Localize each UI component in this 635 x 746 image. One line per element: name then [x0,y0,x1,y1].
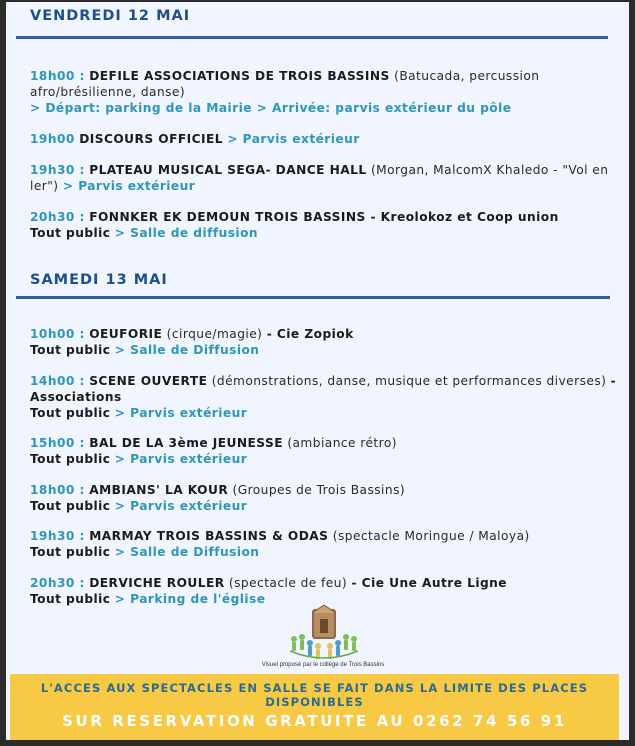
event-audience: Tout public [30,343,111,357]
event-time: 19h30 : [30,529,85,543]
event-name: FONNKER EK DEMOUN TROIS BASSINS - Kreolokoz et Coop union [89,210,559,224]
saturday-divider [16,296,610,299]
event-time: 19h30 : [30,163,85,177]
event-location: > Salle de Diffusion [114,545,260,559]
event-description: (cirque/magie) [166,327,263,341]
event-name: DEFILE ASSOCIATIONS DE TROIS BASSINS [89,69,390,83]
event-audience: Tout public [30,406,111,420]
event-saturday-5 [30,528,620,560]
event-time: 18h00 : [30,69,85,83]
event-time: 20h30 : [30,576,85,590]
event-audience: Tout public [30,499,111,513]
event-location: > Salle de diffusion [114,226,259,240]
saturday-title: SAMEDI 13 MAI [30,272,168,288]
event-location: > Départ: parking de la Mairie > Arrivée: parvis extérieur du pôle [30,101,512,115]
event-saturday-2 [30,373,620,421]
event-description: (spectacle de feu) [228,576,348,590]
event-description: (Morgan, MalcomX Khaledo - "Vol en ler") [30,163,609,193]
event-saturday-1 [30,326,620,358]
event-company: - Cie Zopiok [266,327,354,341]
event-location: > Parking de l'église [114,592,266,606]
event-location: > Parvis extérieur [62,179,196,193]
event-description: (Groupes de Trois Bassins) [232,483,406,497]
event-audience: Tout public [30,592,111,606]
event-description: (démonstrations, danse, musique et performances diverses) [211,374,607,388]
event-company: - Associations [30,374,617,404]
event-name: BAL DE LA 3ème JEUNESSE [89,436,283,450]
event-company: - Cie Une Autre Ligne [351,576,507,590]
info-banner [10,674,619,740]
event-saturday-6 [30,575,620,607]
event-name: DERVICHE ROULER [89,576,225,590]
event-audience: Tout public [30,226,111,240]
event-location: > Parvis extérieur [114,452,248,466]
event-time: 10h00 : [30,327,85,341]
event-time: 20h30 : [30,210,85,224]
event-name: PLATEAU MUSICAL SEGA- DANCE HALL [89,163,367,177]
event-name: AMBIANS' LA KOUR [89,483,229,497]
event-audience: Tout public [30,545,111,559]
friday-divider [16,36,608,39]
event-location: > Parvis extérieur [227,132,360,146]
event-name: MARMAY TROIS BASSINS & ODAS [89,529,329,543]
event-location: > Parvis extérieur [114,406,248,420]
visual-credit: Visuel proposé par le collège de Trois Bassins [261,662,385,668]
event-description: (Batucada, percussion afro/brésilienne, danse) [30,69,540,99]
friday-title: VENDREDI 12 MAI [30,8,191,24]
event-location: > Parvis extérieur [114,499,248,513]
event-description: (spectacle Moringue / Maloya) [332,529,530,543]
event-saturday-3 [30,435,620,467]
event-time: 18h00 : [30,483,85,497]
event-location: > Salle de Diffusion [114,343,260,357]
event-time: 15h00 : [30,436,85,450]
event-time: 14h00 : [30,374,85,388]
college-logo-illustration [284,605,364,663]
event-name: DISCOURS OFFICIEL [79,132,223,146]
banner-reservation: SUR RESERVATION GRATUITE AU 0262 74 56 91 [62,712,567,730]
event-audience: Tout public [30,452,111,466]
event-friday-4 [30,209,620,241]
event-friday-3 [30,162,620,194]
program-panel [6,2,629,740]
banner-access-notice: L'ACCES AUX SPECTACLES EN SALLE SE FAIT DANS LA LIMITE DES PLACES DISPONIBLES [40,681,589,709]
event-friday-1 [30,68,620,116]
event-name: OEUFORIE [89,327,163,341]
event-description: (ambiance rétro) [287,436,397,450]
event-saturday-4 [30,482,620,514]
event-name: SCENE OUVERTE [89,374,208,388]
event-friday-2 [30,131,620,147]
event-time: 19h00 [30,132,75,146]
